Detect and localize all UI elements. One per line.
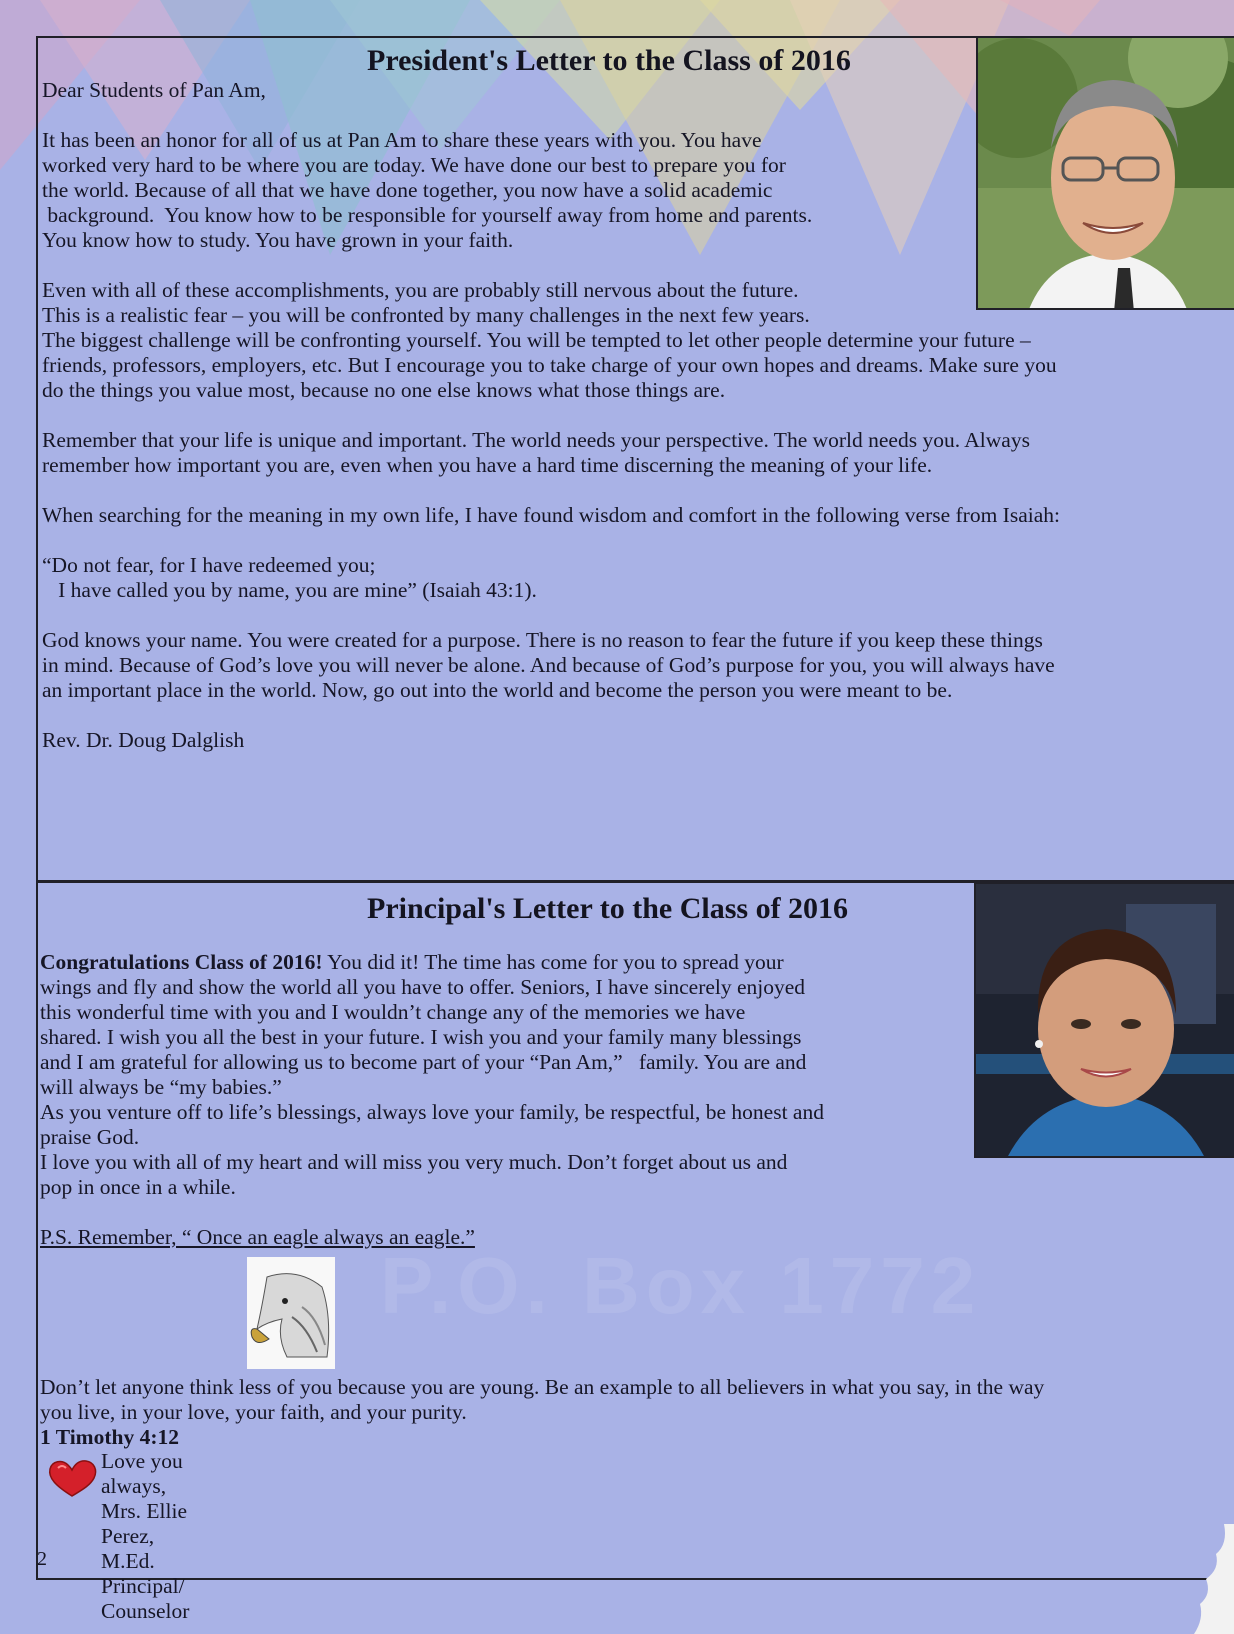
verse-reference: 1 Timothy 4:12 bbox=[40, 1425, 179, 1449]
eagle-icon bbox=[247, 1257, 335, 1369]
principal-photo bbox=[974, 882, 1234, 1158]
paragraph-2: Even with all of these accomplishments, you are probably still nervous about the future. This is a realistic fear – you will be confronted by many challenges in the next few years. The biggest challenge will be confronting yourself. You will be tempted to let other people determine your future – friends, professors, employers, etc. But I encourage you to take charge of your own hopes and dreams. Make sure you do the things you value most, because no one else knows what those things are. bbox=[42, 278, 1057, 402]
torn-page-corner bbox=[1194, 1524, 1234, 1634]
principal-signoff: Love you always, Mrs. Ellie Perez, M.Ed. Principal/ Counselor bbox=[101, 1449, 190, 1623]
president-signature: Rev. Dr. Doug Dalglish bbox=[42, 728, 245, 752]
principal-portrait-image bbox=[976, 884, 1234, 1158]
principal-letter-title: Principal's Letter to the Class of 2016 bbox=[367, 892, 849, 925]
congratulations-lead: Congratulations Class of 2016! bbox=[40, 950, 323, 974]
paragraph-4: When searching for the meaning in my own life, I have found wisdom and comfort in the following verse from Isaiah: bbox=[42, 503, 1060, 527]
president-letter-body bbox=[42, 78, 1232, 778]
principal-letter-body: Congratulations Class of 2016! You did it! The time has come for you to spread your wings and fly and show the world all you have to offer. Seniors, I have sincerely enjoyed this wonderful time with you and I wouldn’t change any of the memories we have shared. I wish you all the best in your future. I wish you and your family many blessings and I am grateful for allowing us to become part of your “Pan Am,” family. You are and will always be “my babies.” As you venture off to life’s blessings, always love your family, be respectful, be honest and praise God. I love you with all of my heart and will miss you very much. Don’t forget about us and pop in once in a while. bbox=[40, 950, 824, 1199]
isaiah-verse: “Do not fear, for I have redeemed you; I have called you by name, you are mine” (Isaiah 43:1). bbox=[42, 553, 537, 602]
president-letter-title: President's Letter to the Class of 2016 bbox=[367, 44, 851, 77]
salutation: Dear Students of Pan Am, bbox=[42, 78, 266, 102]
paragraph-1: It has been an honor for all of us at Pan Am to share these years with you. You have worked very hard to be where you are today. We have done our best to prepare you for the world. Because of all that we have done together, you now have a solid academic background. You know how to be responsible for yourself away from home and parents. You know how to study. You have grown in your faith. bbox=[42, 128, 813, 252]
timothy-quote: Don’t let anyone think less of you because you are young. Be an example to all believers in what you say, in the way you live, in your love, your faith, and your purity. 1 Timothy 4:12 bbox=[40, 1375, 1045, 1449]
paragraph-3: Remember that your life is unique and important. The world needs your perspective. The world needs you. Always remember how important you are, even when you have a hard time discerning the meaning of your life. bbox=[42, 428, 1030, 477]
background-watermark: P.O. Box 1772 bbox=[380, 1241, 982, 1330]
ps-remember: P.S. Remember, “ Once an eagle always an eagle.” bbox=[40, 1225, 475, 1249]
page-number: 2 bbox=[37, 1548, 47, 1570]
heart-icon bbox=[46, 1458, 98, 1498]
paragraph-5: God knows your name. You were created for a purpose. There is no reason to fear the future if you keep these things in mind. Because of God’s love you will never be alone. And because of God’s purpose for you, you will always have an important place in the world. Now, go out into the world and become the person you were meant to be. bbox=[42, 628, 1055, 702]
